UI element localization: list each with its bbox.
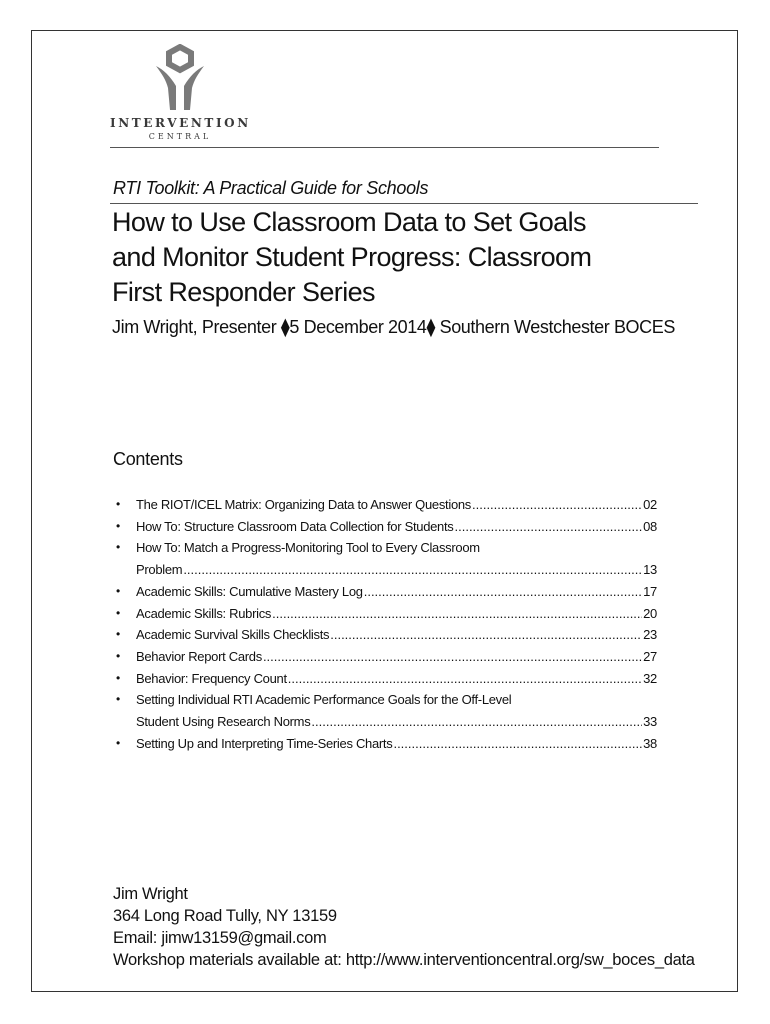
toc-page-number: 20 [643, 605, 657, 621]
dot-leader [393, 733, 642, 755]
toc-item[interactable] [112, 603, 657, 625]
toc-item[interactable] [112, 516, 657, 538]
title-line: and Monitor Student Progress: Classroom [112, 242, 592, 272]
dot-leader [472, 494, 642, 516]
toc-item-label: • Academic Skills: Rubrics [136, 605, 272, 621]
document-title [112, 205, 712, 310]
toc-page-number: 27 [643, 648, 657, 664]
dot-leader [364, 581, 642, 603]
toc-item[interactable] [112, 646, 657, 668]
toc-page-number: 33 [643, 714, 657, 730]
toc-page-number: 02 [643, 497, 657, 512]
toc-item-label: • Behavior Report Cards [136, 648, 262, 664]
toc-item[interactable] [112, 733, 657, 755]
toc-item[interactable] [112, 494, 657, 516]
contact-address: 364 Long Road Tully, NY 13159 [113, 907, 337, 925]
toc-item-label-cont: Problem [136, 562, 183, 578]
intervention-central-logo [110, 44, 250, 144]
contents-heading: Contents [113, 449, 183, 469]
dot-leader [330, 624, 642, 646]
toc-item[interactable] [112, 668, 657, 690]
toc-item-label-cont: Student Using Research Norms [136, 714, 311, 730]
dot-leader [455, 516, 643, 538]
series-title: RTI Toolkit: A Practical Guide for Schools [113, 178, 429, 198]
title-line: First Responder Series [112, 277, 375, 307]
toc-item-label: • The RIOT/ICEL Matrix: Organizing Data to Answer Questions [136, 497, 471, 512]
dot-leader [183, 559, 642, 581]
table-of-contents [112, 494, 657, 754]
dot-leader [288, 668, 642, 690]
title-line: How to Use Classroom Data to Set Goals [112, 207, 586, 237]
dot-leader [263, 646, 642, 668]
contact-name: Jim Wright [113, 885, 188, 903]
toc-page-number: 13 [643, 562, 657, 578]
toc-page-number: 08 [643, 518, 657, 534]
toc-item-label: • Setting Up and Interpreting Time-Series Charts [136, 735, 393, 751]
toc-item-label: • How To: Match a Progress-Monitoring Tool to Every Classroom [136, 540, 480, 556]
logo-mark-icon [144, 44, 216, 116]
toc-page-number: 23 [643, 627, 657, 643]
workshop-link[interactable]: Workshop materials available at: http://www.interventioncentral.org/sw_boces_data [113, 951, 695, 969]
brand-subname: CENTRAL [148, 132, 212, 141]
toc-page-number: 17 [643, 583, 657, 599]
toc-item-label: • Academic Skills: Cumulative Mastery Log [136, 583, 363, 599]
header-divider [110, 147, 659, 148]
presenter-byline: Jim Wright, Presenter ⧫5 December 2014⧫ Southern Westchester BOCES [112, 317, 675, 337]
toc-item-label: • How To: Structure Classroom Data Collection for Students [136, 518, 454, 534]
toc-item-label: • Setting Individual RTI Academic Performance Goals for the Off-Level [136, 692, 512, 708]
contact-email[interactable]: Email: jimw13159@gmail.com [113, 929, 327, 947]
dot-leader [272, 603, 642, 625]
toc-item[interactable] [112, 689, 657, 732]
toc-item[interactable] [112, 581, 657, 603]
toc-item-label: • Behavior: Frequency Count [136, 670, 287, 686]
toc-item-label: • Academic Survival Skills Checklists [136, 627, 330, 643]
toc-item[interactable] [112, 624, 657, 646]
title-divider [110, 203, 698, 204]
dot-leader [311, 711, 642, 733]
contact-block [113, 883, 695, 971]
toc-page-number: 32 [643, 670, 657, 686]
brand-name: INTERVENTION [110, 116, 251, 130]
toc-item[interactable] [112, 537, 657, 580]
toc-page-number: 38 [643, 735, 657, 751]
